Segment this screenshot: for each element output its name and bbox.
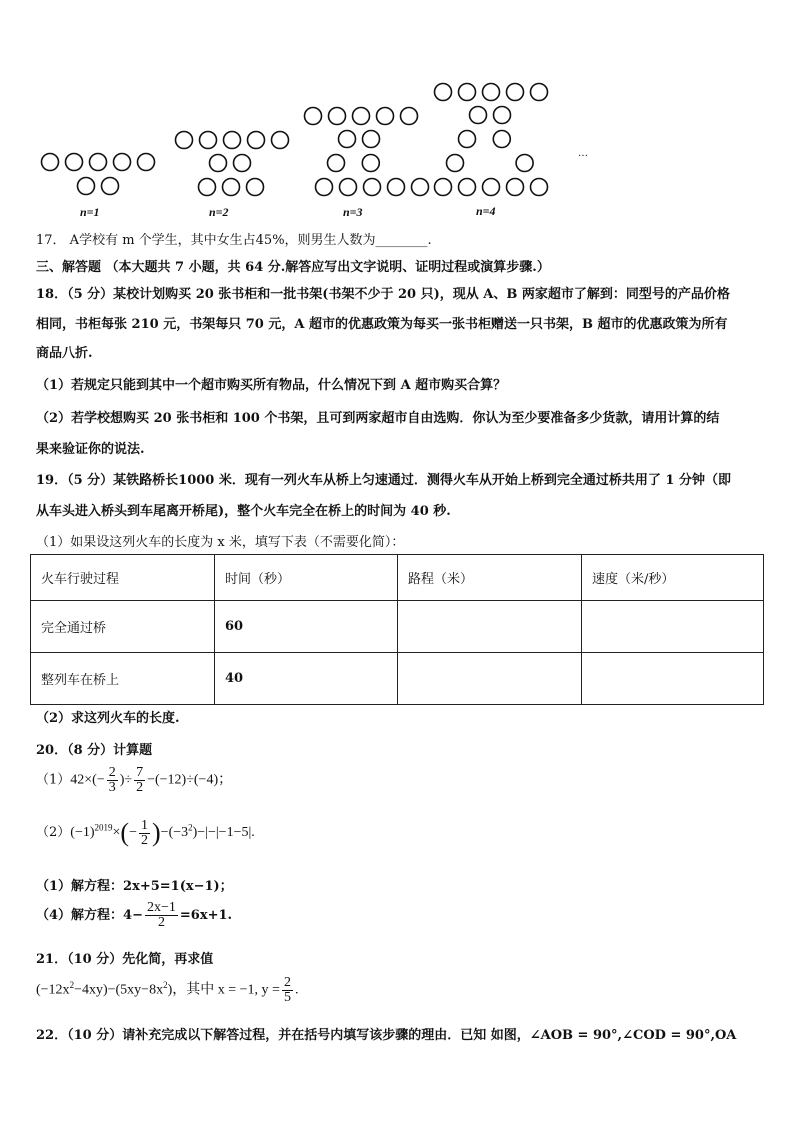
figure-ellipsis: …	[578, 148, 588, 159]
exponent: 2	[69, 980, 75, 991]
part-label: （1）	[36, 772, 71, 788]
circle-mark	[305, 108, 322, 125]
question-20-title: 20．（8 分）计算题	[36, 743, 153, 758]
expr-segment: 42×(−	[70, 772, 105, 788]
numerator: 1	[141, 817, 148, 833]
denominator: 2	[136, 780, 144, 795]
table-header-cell: 火车行驶过程	[31, 555, 215, 601]
figure-label-n4: n=4	[476, 204, 496, 218]
circle-mark	[435, 84, 452, 101]
circle-mark	[329, 108, 346, 125]
table-row	[31, 601, 764, 653]
circle-mark	[247, 179, 264, 196]
expr-segment: −(−12)÷(−4)；	[147, 772, 233, 788]
exponent: 2019	[94, 822, 113, 833]
fraction	[282, 976, 293, 1005]
exponent: 2	[163, 980, 168, 991]
circle-mark	[248, 132, 265, 149]
table-cell: 整列车在桥上	[31, 653, 215, 705]
circle-mark	[316, 179, 333, 196]
fraction	[145, 901, 178, 930]
figure-label-n2: n=2	[209, 205, 229, 219]
question-21-expression	[36, 976, 298, 1005]
exponent: 2	[188, 822, 193, 833]
circle-mark	[447, 155, 464, 172]
circle-mark	[470, 107, 487, 124]
table-header-row	[31, 555, 764, 601]
question-22: 22．（10 分）请补充完成以下解答过程，并在括号内填写该步骤的理由．已知 如图，∠AOB = 90°,∠COD = 90°,OA	[36, 1028, 737, 1043]
circle-mark	[459, 84, 476, 101]
circle-mark	[388, 179, 405, 196]
question-17: 17． A学校有 m 个学生，其中女生占45%，则男生人数为________.	[36, 233, 432, 248]
circle-mark	[364, 179, 381, 196]
question-18-line-1: 18．（5 分）某校计划购买 20 张书柜和一批书架(书架不少于 20 只)，现从 A、B 两家超市了解到：同型号的产品价格	[36, 287, 730, 302]
numerator: 2x−1	[146, 900, 176, 915]
question-18-part-1: （1）若规定只能到其中一个超市购买所有物品，什么情况下到 A 超市购买合算？	[36, 378, 507, 393]
expr-segment: =6x+1.	[179, 908, 233, 923]
question-20-part-2: $(2)(-1)^{2019}\times(-$ $\frac{1}{2}$ )$-(-3^2)-|-|-1-5|$.	[36, 817, 255, 848]
circle-mark	[507, 84, 524, 101]
circle-mark	[78, 178, 95, 195]
circle-mark	[435, 179, 452, 196]
table-header-cell: 时间（秒）	[215, 555, 398, 601]
question-21-title: 21．（10 分）先化简，再求值	[36, 952, 214, 967]
question-19-part-2: （2）求这列火车的长度.	[36, 711, 180, 726]
circle-mark	[483, 84, 500, 101]
question-20-part-3: （1）解方程：2x+5=1(x−1)；	[36, 879, 233, 894]
expr-segment: )÷	[119, 772, 133, 788]
circle-mark	[459, 179, 476, 196]
circle-mark	[138, 154, 155, 171]
circle-mark	[459, 131, 476, 148]
circle-mark	[493, 131, 510, 148]
circle-mark	[272, 132, 289, 149]
question-20-part-4	[36, 901, 232, 930]
figure-label-n3: n=3	[343, 205, 363, 219]
numerator: 2	[283, 975, 291, 990]
question-18-line-3: 商品八折.	[36, 346, 93, 361]
circle-mark	[362, 155, 379, 172]
circle-mark	[176, 132, 193, 149]
fraction	[107, 766, 118, 795]
circle-mark	[353, 108, 370, 125]
circle-mark	[114, 154, 131, 171]
question-18-part-2b: 果来验证你的说法.	[36, 442, 145, 457]
question-20-part-1	[36, 766, 232, 795]
question-19-line-1: 19．（5 分）某铁路桥长1000 米．现有一列火车从桥上匀速通过．测得火车从开始上桥到完全通过桥共用了 1 分钟（即	[36, 473, 731, 488]
circle-mark	[494, 107, 511, 124]
expr-segment: )−|−|−1−5|.	[192, 825, 255, 841]
circle-mark	[516, 155, 533, 172]
circle-mark	[210, 155, 227, 172]
paren-left: (	[120, 818, 130, 847]
circle-mark	[66, 154, 83, 171]
circle-mark	[223, 179, 240, 196]
expr-segment: (−12x	[36, 982, 70, 998]
table-cell	[398, 601, 582, 653]
expr-segment: （4）解方程：4−	[36, 908, 143, 923]
expr-segment: (−1)	[70, 825, 95, 841]
circle-mark	[102, 178, 119, 195]
circle-mark	[363, 131, 380, 148]
denominator: 2	[157, 915, 165, 930]
denominator: 2	[141, 832, 148, 848]
fraction	[139, 819, 150, 848]
denominator: 5	[283, 990, 291, 1005]
part-label: （2）	[36, 825, 71, 841]
circle-mark	[483, 179, 500, 196]
circle-mark	[339, 131, 356, 148]
circle-mark	[401, 108, 418, 125]
fraction	[134, 766, 145, 795]
table-cell	[582, 601, 764, 653]
expr-segment: )，其中 x = −1, y =	[167, 982, 280, 998]
table-header-cell: 速度（米/秒）	[582, 555, 764, 601]
question-18-part-2a: （2）若学校想购买 20 张书柜和 100 个书架，且可到两家超市自由选购．你认为至少要准备多少货款，请用计算的结	[36, 411, 720, 426]
circle-pattern-figure	[0, 0, 794, 230]
table-cell: 40	[215, 653, 398, 705]
train-table	[30, 554, 764, 705]
circle-mark	[531, 179, 548, 196]
paren-right: )	[152, 818, 161, 847]
circle-mark	[42, 154, 59, 171]
circle-mark	[328, 155, 345, 172]
question-18-line-2: 相同，书柜每张 210 元，书架每只 70 元，A 超市的优惠政策为每买一张书柜赠送一只书架，B 超市的优惠政策为所有	[36, 317, 728, 332]
circle-mark	[377, 108, 394, 125]
table-row	[31, 653, 764, 705]
expr-segment: −(−3	[160, 825, 189, 841]
circle-mark	[234, 155, 251, 172]
table-cell	[398, 653, 582, 705]
table-cell: 完全通过桥	[31, 601, 215, 653]
expr-segment: ×	[112, 825, 121, 841]
circle-mark	[340, 179, 357, 196]
numerator: 7	[136, 765, 144, 780]
table-cell	[582, 653, 764, 705]
circle-mark	[507, 179, 524, 196]
expr-segment: −4xy)−(5xy−8x	[74, 982, 164, 998]
circle-mark	[199, 179, 216, 196]
question-19-line-2: 从车头进入桥头到车尾离开桥尾)，整个火车完全在桥上的时间为 40 秒.	[36, 504, 451, 519]
circle-mark	[412, 179, 429, 196]
circle-mark	[224, 132, 241, 149]
numerator: 2	[108, 765, 116, 780]
circle-mark	[200, 132, 217, 149]
section-3-heading: 三、解答题 （本大题共 7 小题，共 64 分.解答应写出文字说明、证明过程或演算步骤.）	[36, 260, 550, 275]
denominator: 3	[108, 780, 116, 795]
circle-mark	[531, 84, 548, 101]
figure-label-n1: n=1	[80, 205, 100, 219]
table-cell: 60	[215, 601, 398, 653]
expr-segment: .	[294, 982, 299, 998]
question-19-part-1: （1）如果设这列火车的长度为 x 米，填写下表（不需要化简）：	[36, 535, 405, 550]
circle-mark	[90, 154, 107, 171]
table-header-cell: 路程（米）	[398, 555, 582, 601]
